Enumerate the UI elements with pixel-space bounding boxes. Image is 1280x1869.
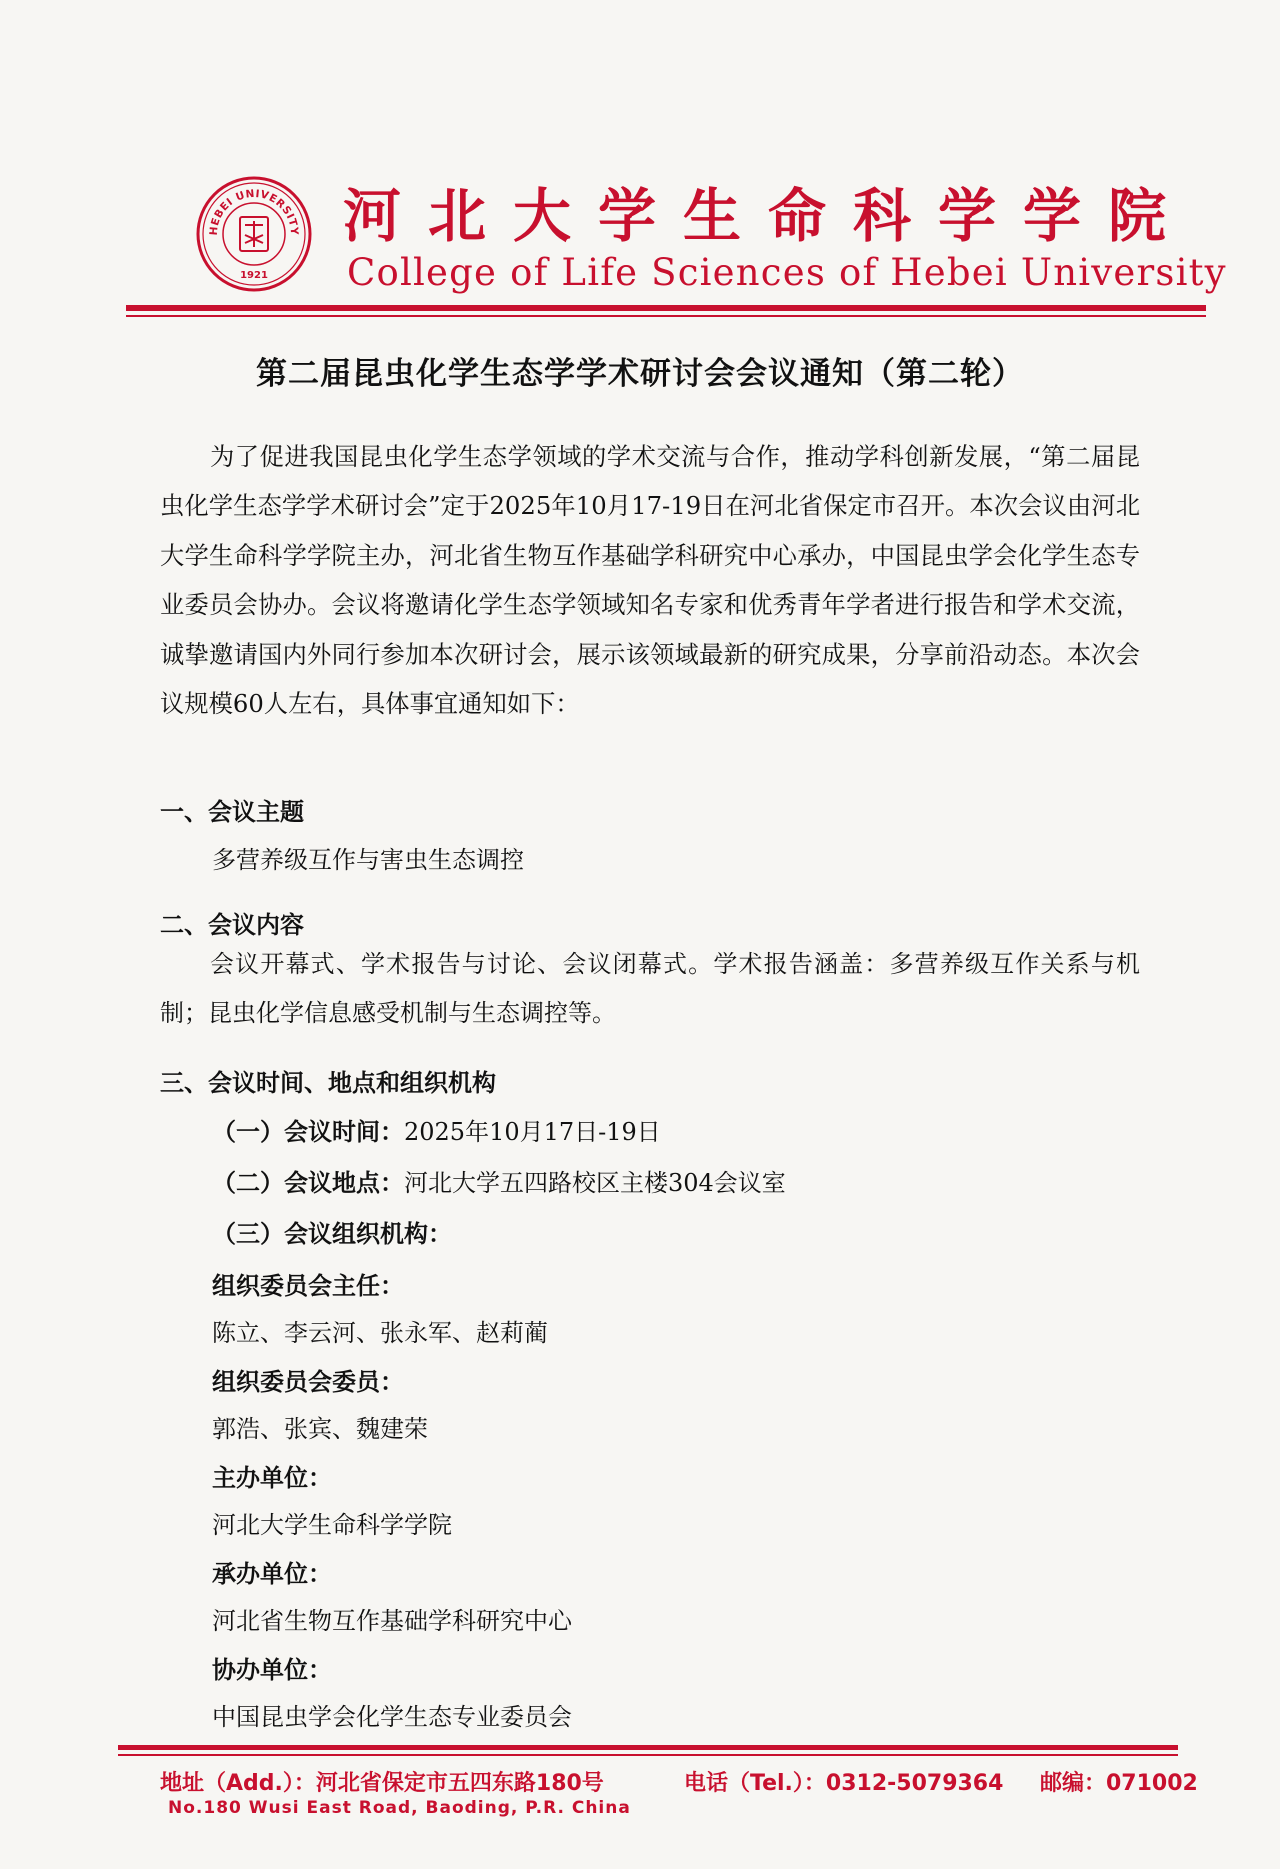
host-label: 主办单位： xyxy=(212,1464,332,1492)
header-rule-thick xyxy=(126,305,1206,311)
seal-year: 1921 xyxy=(240,270,268,281)
footer-rule-thin xyxy=(118,1754,1178,1756)
section-content-text: 会议开幕式、学术报告与讨论、会议闭幕式。学术报告涵盖：多营养级互作关系与机制；昆虫化学信息感受机制与生态调控等。 xyxy=(160,950,1140,1027)
coorganizer-label: 协办单位： xyxy=(212,1656,332,1684)
committee-chair-value: 陈立、李云河、张永军、赵莉蔺 xyxy=(212,1319,548,1347)
meeting-place-label: （二）会议地点： xyxy=(212,1169,404,1197)
letterhead xyxy=(195,175,1227,300)
section-heading-theme: 一、会议主题 xyxy=(160,798,304,826)
intro-paragraph: 为了促进我国昆虫化学生态学领域的学术交流与合作，推动学科创新发展，“第二届昆虫化学生态学学术研讨会”定于2025年10月17-19日在河北省保定市召开。本次会议由河北大学生命科学学院主办，河北省生物互作基础学科研究中心承办，中国昆虫学会化学生态专业委员会协办。会议将邀请化学生态学领域知名专家和优秀青年学者进行报告和学术交流，诚挚邀请国内外同行参加本次研讨会，展示该领域最新的研究成果，分享前沿动态。本次会议规模60人左右，具体事宜通知如下： xyxy=(160,442,1140,719)
footer-address-en: No.180 Wusi East Road, Baoding, P.R. China xyxy=(168,1798,631,1818)
footer-address: 地址（Add.）：河北省保定市五四东路180号 xyxy=(160,1771,604,1796)
committee-member-label: 组织委员会委员： xyxy=(212,1368,404,1396)
meeting-place-value: 河北大学五四路校区主楼304会议室 xyxy=(404,1169,786,1197)
college-name-en: College of Life Sciences of Hebei University xyxy=(347,251,1227,294)
coorganizer-value: 中国昆虫学会化学生态专业委员会 xyxy=(212,1703,572,1731)
meeting-place-line xyxy=(212,1163,786,1198)
meeting-org-line xyxy=(212,1214,452,1249)
host-value: 河北大学生命科学学院 xyxy=(212,1511,452,1539)
college-name-cn: 河北大学生命科学学院 xyxy=(343,182,1194,250)
footer-rule-thick xyxy=(118,1745,1178,1750)
section-theme-text: 多营养级互作与害虫生态调控 xyxy=(212,846,524,874)
organizer-value: 河北省生物互作基础学科研究中心 xyxy=(212,1607,572,1635)
section-heading-organization: 三、会议时间、地点和组织机构 xyxy=(160,1069,496,1097)
committee-member-value: 郭浩、张宾、魏建荣 xyxy=(212,1415,428,1443)
footer-telephone: 电话（Tel.）：0312-5079364 xyxy=(684,1771,1004,1796)
committee-chair-label: 组织委员会主任： xyxy=(212,1272,404,1300)
footer-postcode: 邮编：071002 xyxy=(1040,1771,1198,1796)
meeting-time-label: （一）会议时间： xyxy=(212,1118,404,1146)
meeting-time-value: 2025年10月17日-19日 xyxy=(404,1118,661,1146)
university-seal-logo xyxy=(195,175,313,293)
meeting-org-label: （三）会议组织机构： xyxy=(212,1220,452,1248)
section-heading-content: 二、会议内容 xyxy=(160,911,304,939)
notice-title: 第二届昆虫化学生态学学术研讨会会议通知（第二轮） xyxy=(256,356,1024,392)
seal-ring-text: HEBEI UNIVERSITY xyxy=(207,187,301,236)
meeting-time-line xyxy=(212,1112,661,1147)
organizer-label: 承办单位： xyxy=(212,1560,332,1588)
header-rule-thin xyxy=(126,315,1206,317)
